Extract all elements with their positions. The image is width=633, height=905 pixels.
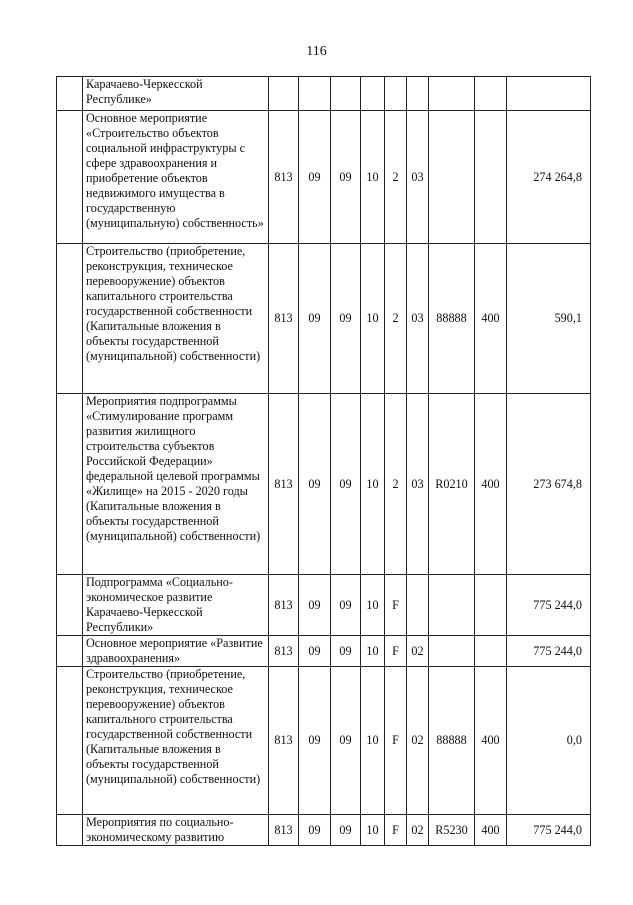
event-cell: 03 (407, 111, 429, 244)
table-row (57, 244, 591, 394)
subsection-cell: 09 (331, 394, 361, 575)
event-cell: 02 (407, 815, 429, 846)
subprogram-cell: F (385, 575, 407, 636)
expense-type-cell: 400 (475, 815, 507, 846)
subprogram-cell: 2 (385, 394, 407, 575)
subprogram-cell: 2 (385, 244, 407, 394)
budget-table (56, 76, 591, 846)
expense-type-cell: 400 (475, 667, 507, 815)
blank-cell (57, 667, 83, 815)
expense-type-cell: 400 (475, 244, 507, 394)
ministry-code-cell: 813 (269, 244, 299, 394)
blank-cell (57, 636, 83, 667)
amount-cell: 775 244,0 (507, 815, 591, 846)
blank-cell (57, 111, 83, 244)
program-cell (361, 77, 385, 111)
amount-cell: 775 244,0 (507, 575, 591, 636)
section-cell (299, 77, 331, 111)
event-cell: 03 (407, 394, 429, 575)
direction-code-cell (429, 111, 475, 244)
subsection-cell: 09 (331, 575, 361, 636)
amount-cell: 0,0 (507, 667, 591, 815)
blank-cell (57, 575, 83, 636)
amount-cell: 590,1 (507, 244, 591, 394)
section-cell: 09 (299, 394, 331, 575)
expense-type-cell (475, 111, 507, 244)
program-cell: 10 (361, 575, 385, 636)
ministry-code-cell: 813 (269, 111, 299, 244)
section-cell: 09 (299, 111, 331, 244)
expense-type-cell (475, 636, 507, 667)
table-row (57, 575, 591, 636)
subsection-cell (331, 77, 361, 111)
expense-type-cell: 400 (475, 394, 507, 575)
ministry-code-cell: 813 (269, 636, 299, 667)
table-row (57, 667, 591, 815)
amount-cell: 775 244,0 (507, 636, 591, 667)
event-cell: 03 (407, 244, 429, 394)
program-cell: 10 (361, 394, 385, 575)
program-cell: 10 (361, 111, 385, 244)
blank-cell (57, 815, 83, 846)
ministry-code-cell (269, 77, 299, 111)
amount-cell: 273 674,8 (507, 394, 591, 575)
subsection-cell: 09 (331, 244, 361, 394)
subprogram-cell: F (385, 636, 407, 667)
direction-code-cell (429, 575, 475, 636)
section-cell: 09 (299, 244, 331, 394)
event-cell: 02 (407, 636, 429, 667)
section-cell: 09 (299, 667, 331, 815)
section-cell: 09 (299, 815, 331, 846)
table-row (57, 394, 591, 575)
name-cell: Основное мероприятие «Развитие здравоохранения» (83, 636, 269, 667)
subprogram-cell: F (385, 815, 407, 846)
program-cell: 10 (361, 667, 385, 815)
table-row (57, 77, 591, 111)
event-cell (407, 575, 429, 636)
event-cell (407, 77, 429, 111)
name-cell: Основное мероприятие «Строительство объектов социальной инфраструктуры с сфере здравоохранения и приобретение объектов недвижимого имущества в государственную (муниципальную) собственность» (83, 111, 269, 244)
direction-code-cell: R0210 (429, 394, 475, 575)
amount-cell (507, 77, 591, 111)
program-cell: 10 (361, 815, 385, 846)
ministry-code-cell: 813 (269, 575, 299, 636)
event-cell: 02 (407, 667, 429, 815)
subprogram-cell (385, 77, 407, 111)
name-cell: Строительство (приобретение, реконструкция, техническое перевооружение) объектов капитального строительства государственной собственности (Капитальные вложения в объекты государственной (муниципальной) собственности) (83, 667, 269, 815)
program-cell: 10 (361, 244, 385, 394)
amount-cell: 274 264,8 (507, 111, 591, 244)
direction-code-cell: R5230 (429, 815, 475, 846)
expense-type-cell (475, 77, 507, 111)
direction-code-cell: 88888 (429, 667, 475, 815)
subsection-cell: 09 (331, 636, 361, 667)
subprogram-cell: 2 (385, 111, 407, 244)
direction-code-cell (429, 77, 475, 111)
program-cell: 10 (361, 636, 385, 667)
name-cell: Подпрограмма «Социально-экономическое развитие Карачаево-Черкесской Республики» (83, 575, 269, 636)
direction-code-cell (429, 636, 475, 667)
blank-cell (57, 77, 83, 111)
section-cell: 09 (299, 636, 331, 667)
page-number: 116 (306, 44, 327, 59)
table-row (57, 111, 591, 244)
subsection-cell: 09 (331, 815, 361, 846)
subsection-cell: 09 (331, 667, 361, 815)
section-cell: 09 (299, 575, 331, 636)
name-cell: Карачаево-Черкесской Республике» (83, 77, 269, 111)
name-cell: Мероприятия подпрограммы «Стимулирование программ развития жилищного строительства субъектов Российской Федерации» федеральной целевой программы «Жилище» на 2015 - 2020 годы (Капитальные вложения в объекты государственной (муниципальной) собственности) (83, 394, 269, 575)
ministry-code-cell: 813 (269, 815, 299, 846)
direction-code-cell: 88888 (429, 244, 475, 394)
expense-type-cell (475, 575, 507, 636)
blank-cell (57, 394, 83, 575)
subprogram-cell: F (385, 667, 407, 815)
blank-cell (57, 244, 83, 394)
ministry-code-cell: 813 (269, 394, 299, 575)
table-row (57, 636, 591, 667)
subsection-cell: 09 (331, 111, 361, 244)
ministry-code-cell: 813 (269, 667, 299, 815)
table-row (57, 815, 591, 846)
name-cell: Строительство (приобретение, реконструкция, техническое перевооружение) объектов капитального строительства государственной собственности (Капитальные вложения в объекты государственной (муниципальной) собственности) (83, 244, 269, 394)
name-cell: Мероприятия по социально-экономическому развитию (83, 815, 269, 846)
